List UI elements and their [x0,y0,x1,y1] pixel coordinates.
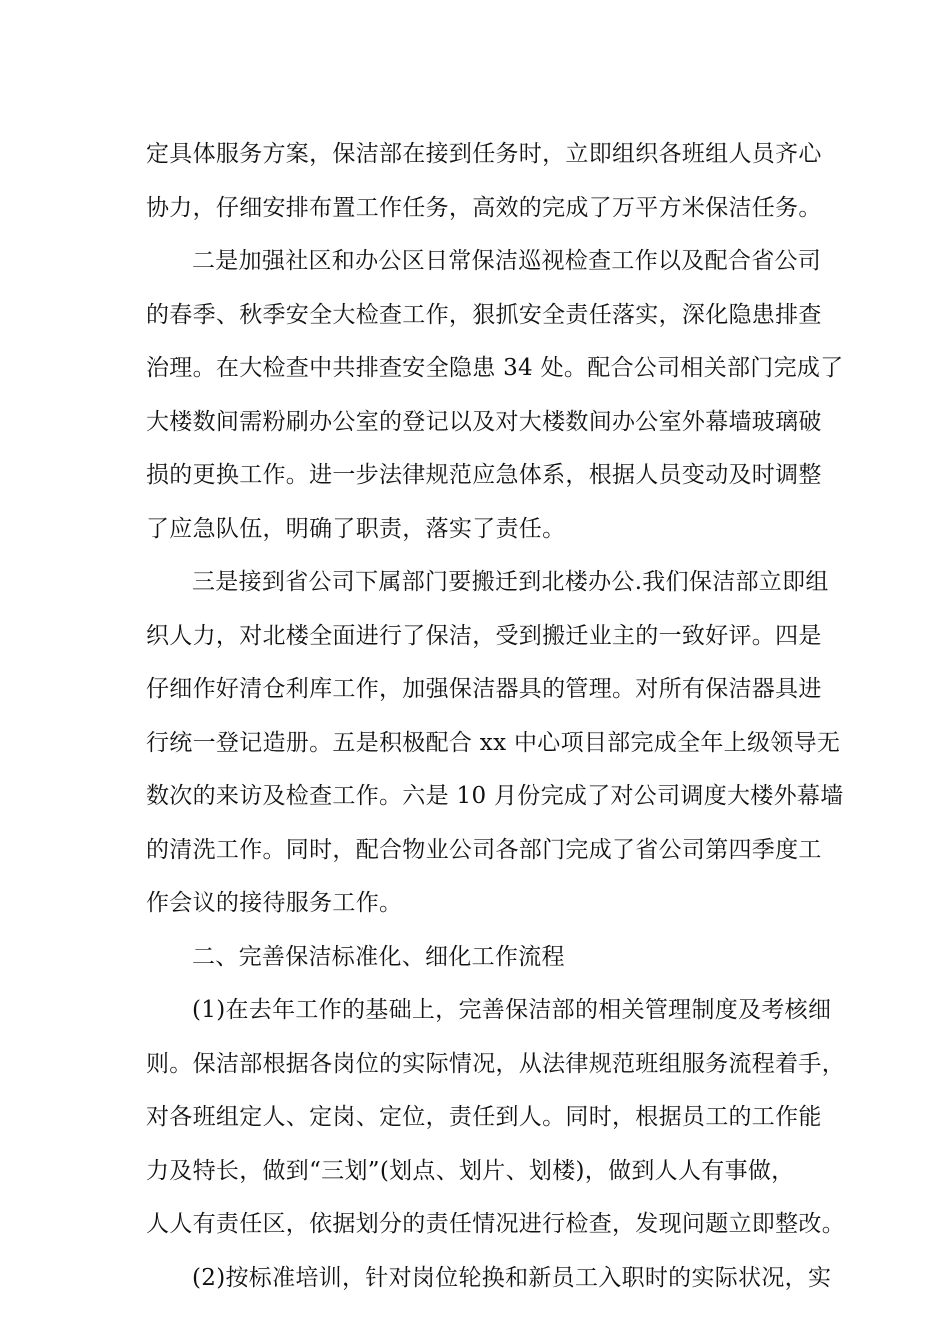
text-line: 作会议的接待服务工作。 [146,890,403,916]
text-line: 协力，仔细安排布置工作任务，高效的完成了万平方米保洁任务。 [146,194,822,221]
text-line: 力及特长，做到“三划”(划点、划片、划楼)，做到人人有事做， [146,1157,795,1184]
text-line: 大楼数间需粉刷办公室的登记以及对大楼数间办公室外幕墙玻璃破 [146,408,822,435]
text-line: 了应急队伍，明确了职责，落实了责任。 [146,515,566,542]
text-line: (2)按标准培训，针对岗位轮换和新员工入职时的实际状况，实 [192,1264,832,1291]
text-line: 则。保洁部根据各岗位的实际情况，从法律规范班组服务流程着手， [146,1050,845,1077]
text-line: 的春季、秋季安全大检查工作，狠抓安全责任落实，深化隐患排查 [146,301,822,328]
text-line: 二是加强社区和办公区日常保洁巡视检查工作以及配合省公司 [192,248,822,274]
text-line: 损的更换工作。进一步法律规范应急体系，根据人员变动及时调整 [146,462,822,488]
text-line: 织人力，对北楼全面进行了保洁，受到搬迁业主的一致好评。四是 [146,622,822,649]
text-line: (1)在去年工作的基础上，完善保洁部的相关管理制度及考核细 [192,997,832,1023]
text-line: 的清洗工作。同时，配合物业公司各部门完成了省公司第四季度工 [146,836,822,863]
text-line: 行统一登记造册。五是积极配合 xx 中心项目部完成全年上级领导无 [146,729,841,756]
document-body [146,128,845,1305]
text-line: 三是接到省公司下属部门要搬迁到北楼办公.我们保洁部立即组 [192,569,829,595]
text-line: 对各班组定人、定岗、定位，责任到人。同时，根据员工的工作能 [146,1104,822,1130]
text-line: 数次的来访及检查工作。六是 10 月份完成了对公司调度大楼外幕墙 [146,783,844,809]
text-line: 人人有责任区，依据划分的责任情况进行检查，发现问题立即整改。 [146,1211,845,1237]
text-line: 定具体服务方案，保洁部在接到任务时，立即组织各班组人员齐心 [146,141,822,167]
text-line: 仔细作好清仓利库工作，加强保洁器具的管理。对所有保洁器具进 [146,676,822,702]
text-line: 治理。在大检查中共排查安全隐患 34 处。配合公司相关部门完成了 [146,355,844,381]
text-line: 二、完善保洁标准化、细化工作流程 [192,943,565,970]
